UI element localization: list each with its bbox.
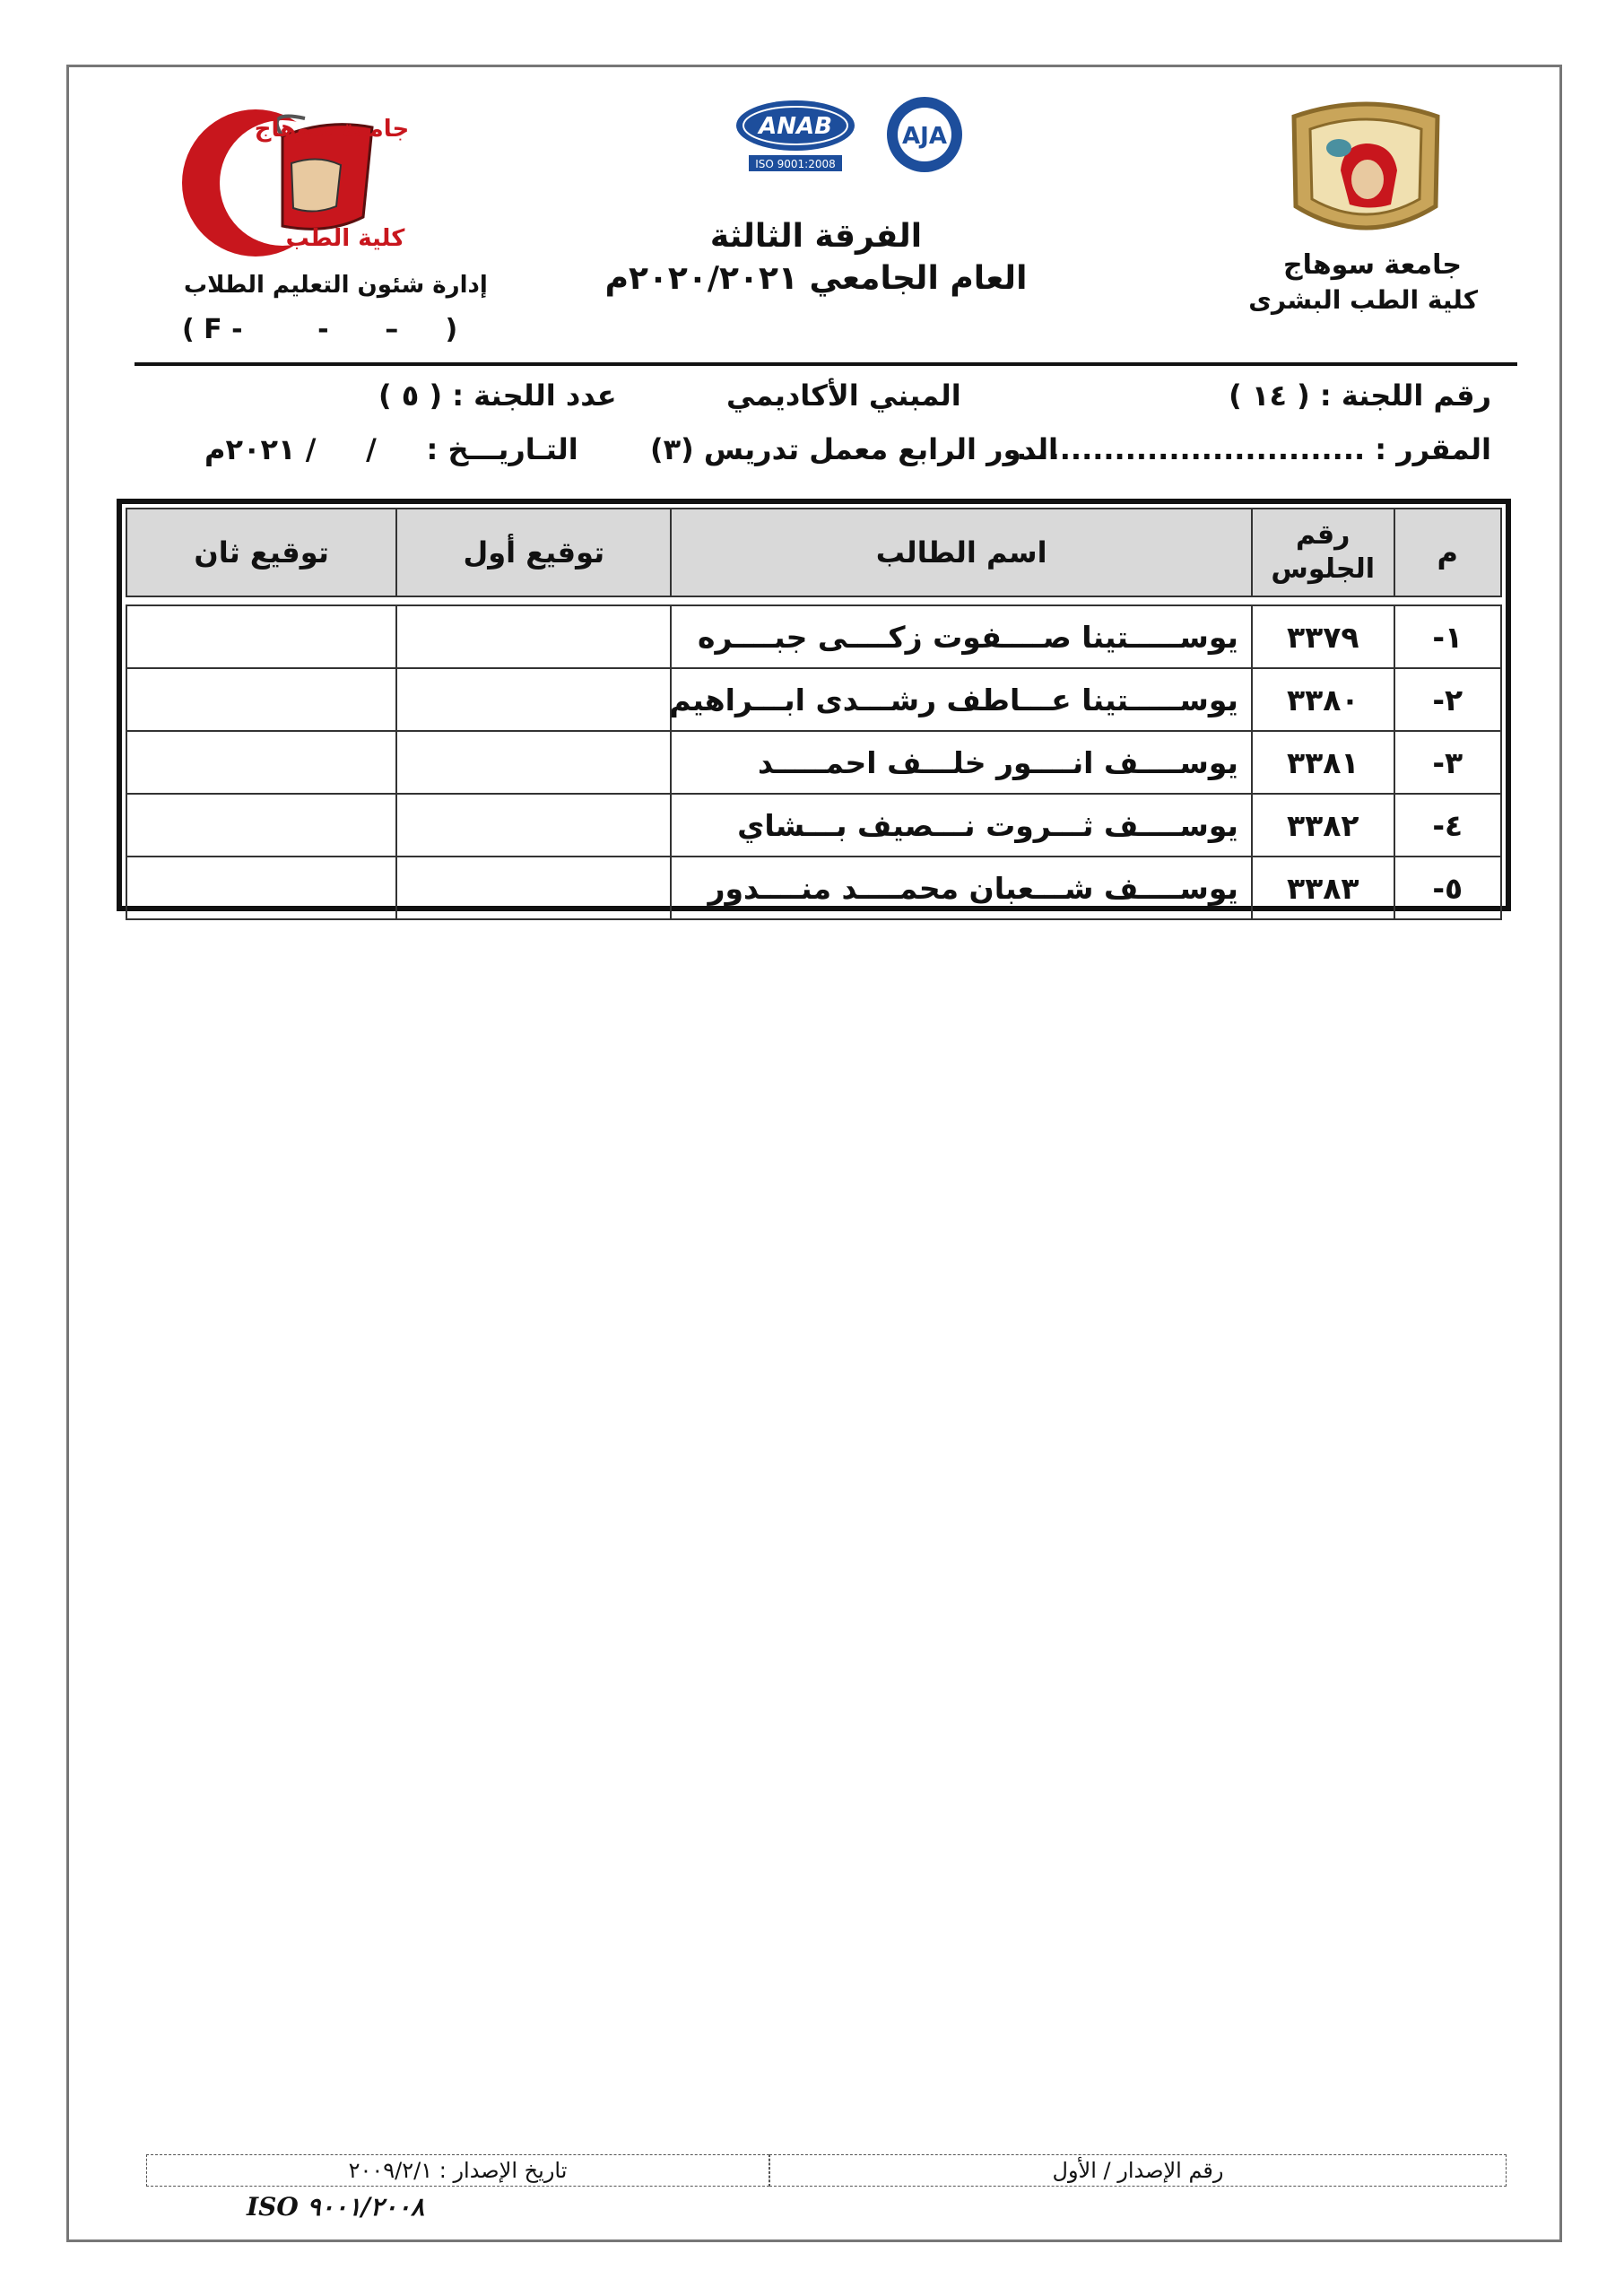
academic-year: العام الجامعي ٢٠٢٠/٢٠٢١م	[604, 260, 1028, 297]
row-sign1[interactable]	[396, 605, 671, 668]
header-sign2: توقيع ثان	[126, 509, 396, 596]
row-index: ٢-	[1394, 668, 1501, 731]
row-sign2[interactable]	[126, 605, 396, 668]
table-gap	[126, 596, 1501, 605]
department-name: إدارة شئون التعليم الطلاب	[184, 272, 488, 299]
header-name: اسم الطالب	[671, 509, 1252, 596]
footer-version: رقم الإصدار / الأول	[769, 2154, 1507, 2187]
anab-text: ANAB	[759, 113, 832, 140]
faculty-logo-icon	[148, 100, 417, 257]
aja-logo-icon	[869, 94, 980, 175]
university-seal-icon	[1285, 99, 1446, 242]
date-field: التـاريـــخ : / / ٢٠٢١م	[204, 432, 578, 466]
table-header-row	[126, 509, 1501, 596]
accreditation-logos	[731, 94, 982, 175]
faculty-logo-subtext: كلية الطب	[285, 225, 405, 252]
row-name: يوســــف انــــور خلـــف احمـــــد	[671, 731, 1252, 794]
row-index: ٣-	[1394, 731, 1501, 794]
row-name: يوســـــتينا صــــفوت زكــــى جبــــره	[671, 605, 1252, 668]
table-row	[126, 731, 1501, 794]
table-row	[126, 605, 1501, 668]
row-sign1[interactable]	[396, 857, 671, 919]
header-seat: رقم الجلوس	[1252, 509, 1394, 596]
faculty-logo-text: جامعة سوهاج	[254, 116, 410, 143]
header-index: م	[1394, 509, 1501, 596]
row-seat: ٣٣٧٩	[1252, 605, 1394, 668]
anab-logo-icon	[733, 94, 858, 175]
row-name: يوســــف ثـــروت نـــصيف بـــشاي	[671, 794, 1252, 857]
row-sign2[interactable]	[126, 857, 396, 919]
attendance-table	[117, 499, 1511, 911]
university-name: جامعة سوهاج	[1282, 249, 1462, 281]
row-sign2[interactable]	[126, 794, 396, 857]
footer-issue-date: تاريخ الإصدار : ٢٠٠٩/٢/١	[146, 2154, 769, 2187]
row-name: يوســــف شـــعبان محمــــد منــــدور	[671, 857, 1252, 919]
row-index: ٥-	[1394, 857, 1501, 919]
anab-subtext: ISO 9001:2008	[755, 158, 836, 170]
faculty-name: كلية الطب البشرى	[1248, 285, 1478, 315]
committee-number: رقم اللجنة : ( ١٤ )	[1229, 378, 1491, 413]
aja-text: AJA	[902, 123, 947, 150]
header-center	[574, 94, 1058, 297]
form-code: ( F - - – )	[182, 314, 458, 345]
header-divider	[135, 362, 1517, 366]
year-level: الفرقة الثالثة	[709, 218, 923, 255]
header-sign1: توقيع أول	[396, 509, 671, 596]
faculty-logo	[148, 100, 417, 257]
university-seal	[1285, 99, 1446, 242]
row-name: يوســـــتينا عـــاطف رشـــدى ابـــراهيم	[671, 668, 1252, 731]
row-sign2[interactable]	[126, 668, 396, 731]
table-row	[126, 794, 1501, 857]
row-seat: ٣٣٨٠	[1252, 668, 1394, 731]
committee-count: عدد اللجنة : ( ٥ )	[378, 378, 617, 413]
table-row	[126, 668, 1501, 731]
row-sign2[interactable]	[126, 731, 396, 794]
row-index: ١-	[1394, 605, 1501, 668]
building-name: المبني الأكاديمي	[726, 378, 961, 413]
row-seat: ٣٣٨١	[1252, 731, 1394, 794]
course-field: المقرر : ................................	[1016, 432, 1491, 466]
row-sign1[interactable]	[396, 794, 671, 857]
row-sign1[interactable]	[396, 668, 671, 731]
row-seat: ٣٣٨٣	[1252, 857, 1394, 919]
row-seat: ٣٣٨٢	[1252, 794, 1394, 857]
table-row	[126, 857, 1501, 919]
session-info: الدور الرابع معمل تدريس (٣)	[650, 432, 1058, 466]
row-index: ٤-	[1394, 794, 1501, 857]
row-sign1[interactable]	[396, 731, 671, 794]
footer-iso: ISO ٩٠٠١/٢٠٠٨	[247, 2192, 425, 2222]
